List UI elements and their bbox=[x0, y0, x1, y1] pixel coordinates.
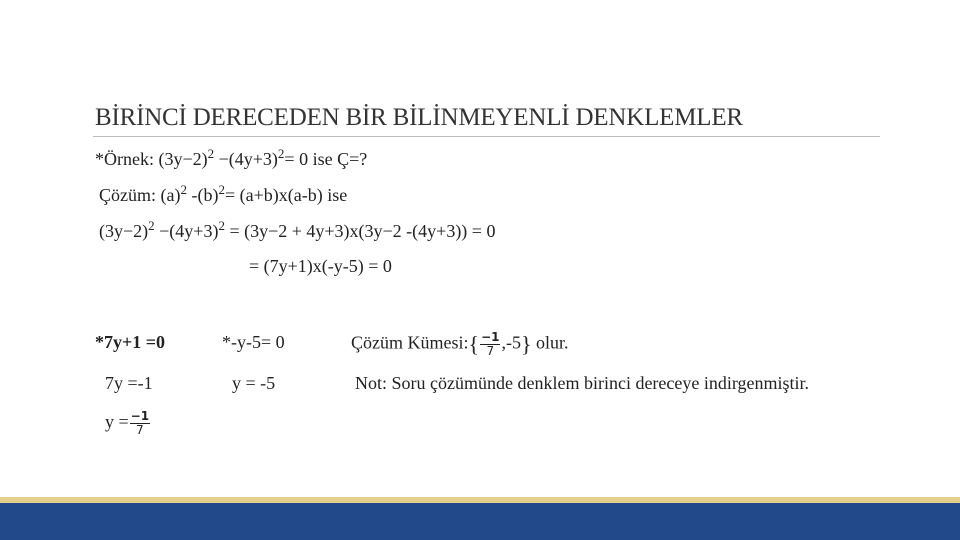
title-divider bbox=[93, 136, 880, 137]
solution-exp2: 2 bbox=[218, 182, 225, 197]
example-exp2: 2 bbox=[277, 146, 285, 161]
answer-open-brace: { bbox=[468, 331, 480, 357]
case1-final-prefix: y = bbox=[105, 411, 129, 432]
answer-frac-num: −1 bbox=[481, 330, 500, 344]
footer-blue-band bbox=[0, 503, 960, 540]
case1-equation bbox=[95, 331, 165, 353]
slide-title: BİRİNCİ DERECEDEN BİR BİLİNMEYENLİ DENKLEMLER bbox=[95, 104, 743, 131]
answer-close-brace: } bbox=[520, 331, 532, 357]
answer-rest: ,-5 bbox=[501, 332, 521, 353]
answer-frac-den: 7 bbox=[486, 344, 495, 358]
expansion-prefix: (3y−2) bbox=[99, 221, 149, 241]
example-mid: −(4y+3) bbox=[214, 149, 278, 169]
case1-step: 7y =-1 bbox=[105, 373, 153, 393]
answer-line bbox=[351, 331, 569, 358]
solution-prefix: Çözüm: (a) bbox=[99, 185, 181, 205]
expansion-mid: −(4y+3) bbox=[154, 221, 219, 241]
case2-step: y = -5 bbox=[232, 373, 276, 393]
expansion-line bbox=[99, 220, 495, 244]
example-suffix: = 0 ise Ç=? bbox=[284, 149, 368, 169]
expansion-suffix: = (3y−2 + 4y+3)x(3y−2 -(4y+3)) = 0 bbox=[224, 221, 496, 241]
expansion-exp2: 2 bbox=[218, 218, 225, 233]
solution-suffix: = (a+b)x(a-b) ise bbox=[224, 185, 348, 205]
example-exp1: 2 bbox=[207, 146, 215, 161]
solution-exp1: 2 bbox=[180, 182, 187, 197]
answer-suffix: olur. bbox=[531, 332, 569, 353]
answer-fraction bbox=[480, 331, 500, 358]
solution-line bbox=[99, 184, 347, 208]
note-line: Not: Soru çözümünde denklem birinci dereceye indirgenmiştir. bbox=[355, 373, 810, 393]
solution-mid: -(b) bbox=[186, 185, 219, 205]
example-line bbox=[95, 148, 367, 172]
case1-frac-den: 7 bbox=[136, 423, 144, 437]
case1-eq: *7y+1 =0 bbox=[95, 332, 166, 352]
answer-prefix: Çözüm Kümesi: bbox=[351, 332, 469, 353]
case1-final bbox=[105, 410, 151, 437]
example-prefix: *Örnek: (3y−2) bbox=[95, 149, 208, 169]
result-line: = (7y+1)x(-y-5) = 0 bbox=[249, 256, 392, 276]
expansion-exp1: 2 bbox=[148, 218, 155, 233]
case1-frac-num: −1 bbox=[130, 409, 150, 423]
case1-fraction bbox=[130, 410, 150, 437]
case2-equation: *-y-5= 0 bbox=[222, 332, 285, 352]
